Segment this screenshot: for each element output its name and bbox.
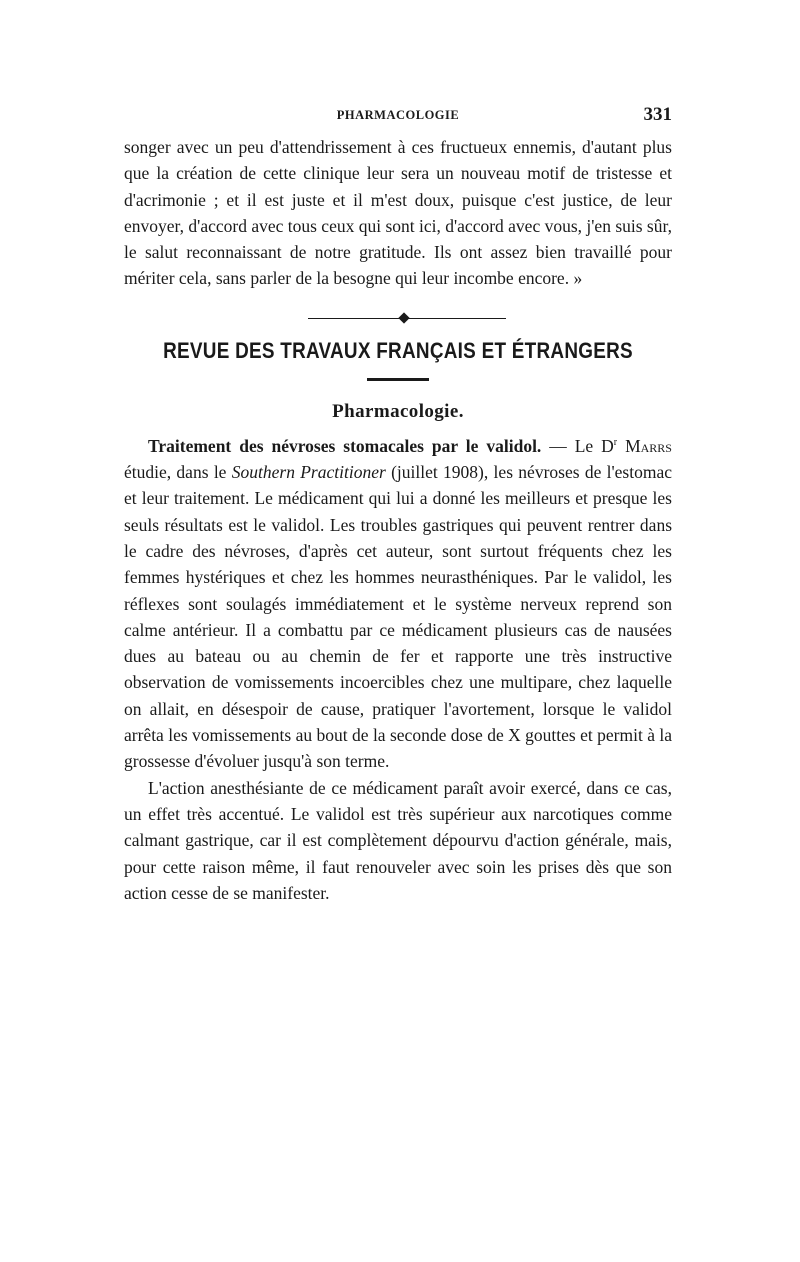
diamond-ornament-icon: [398, 312, 409, 323]
subsection-heading: Pharmacologie.: [332, 400, 464, 422]
article-title: Traitement des névroses stomacales par le validol.: [148, 435, 542, 456]
section-heading: REVUE DES TRAVAUX FRANÇAIS ET ÉTRANGERS: [163, 337, 633, 363]
journal-name: Southern Practitioner: [231, 462, 386, 483]
ornamental-divider: [124, 300, 672, 336]
article-dash: — Le: [541, 435, 602, 456]
intro-paragraph: songer avec un peu d'attendrissement à ces fructueux ennemis, d'autant plus que la création de cette clinique leur sera un nouveau motif de tristesse et d'acrimonie ; et il est juste et il m'est doux, puisque c'est justice, de leur envoyer, d'accord avec tous ceux qui sont ici, d'accord avec vous, j'en suis sûr, le salut reconnaissant de notre gratitude. Ils ont assez bien travaillé pour mériter cela, sans parler de la besogne qui leur incombe encore. »: [124, 137, 672, 289]
author-title-superscript: r: [613, 436, 618, 448]
running-head: [124, 100, 672, 134]
page-number: 331: [643, 104, 672, 125]
author-name: Marrs: [625, 435, 672, 456]
book-page: [124, 100, 672, 906]
article-paragraph-2: L'action anesthésiante de ce médicament paraît avoir exercé, dans ce cas, un effet très accentué. Le validol est très supérieur aux narcotiques comme calmant gastrique, car il est complètement dépourvu d'action générale, mais, pour cette raison même, il faut renouveler avec soin les prises dès que son action cesse de se manifester.: [124, 777, 672, 903]
article-body-text: (juillet 1908), les névroses de l'estomac et leur traitement. Le médicament qui lui a donné les meilleurs et presque les seuls résultats est le validol. Les troubles gastriques qui peuvent rentrer dans le cadre des névroses, d'après cet auteur, sont surtout fréquents chez les femmes hystériques et chez les hommes neurasthéniques. Par le validol, les réflexes sont soulagés immédiatement et le système nerveux reprend son calme antérieur. Il a combattu par ce médicament plusieurs cas de nausées dues au bateau ou au chemin de fer et rapporte une très instructive observation de vomissements incoercibles chez une multipare, chez laquelle on allait, en désespoir de cause, pratiquer l'avortement, lorsque le validol arrêta les vomissements au bout de la seconde dose de X gouttes et permit à la grossesse d'évoluer jusqu'à son terme.: [124, 462, 673, 772]
article-paragraph-1: [124, 433, 672, 775]
text-before-journal: étudie, dans le: [124, 462, 232, 483]
running-title: PHARMACOLOGIE: [336, 108, 460, 122]
author-title: D: [601, 435, 614, 456]
heading-rule: [367, 378, 429, 381]
